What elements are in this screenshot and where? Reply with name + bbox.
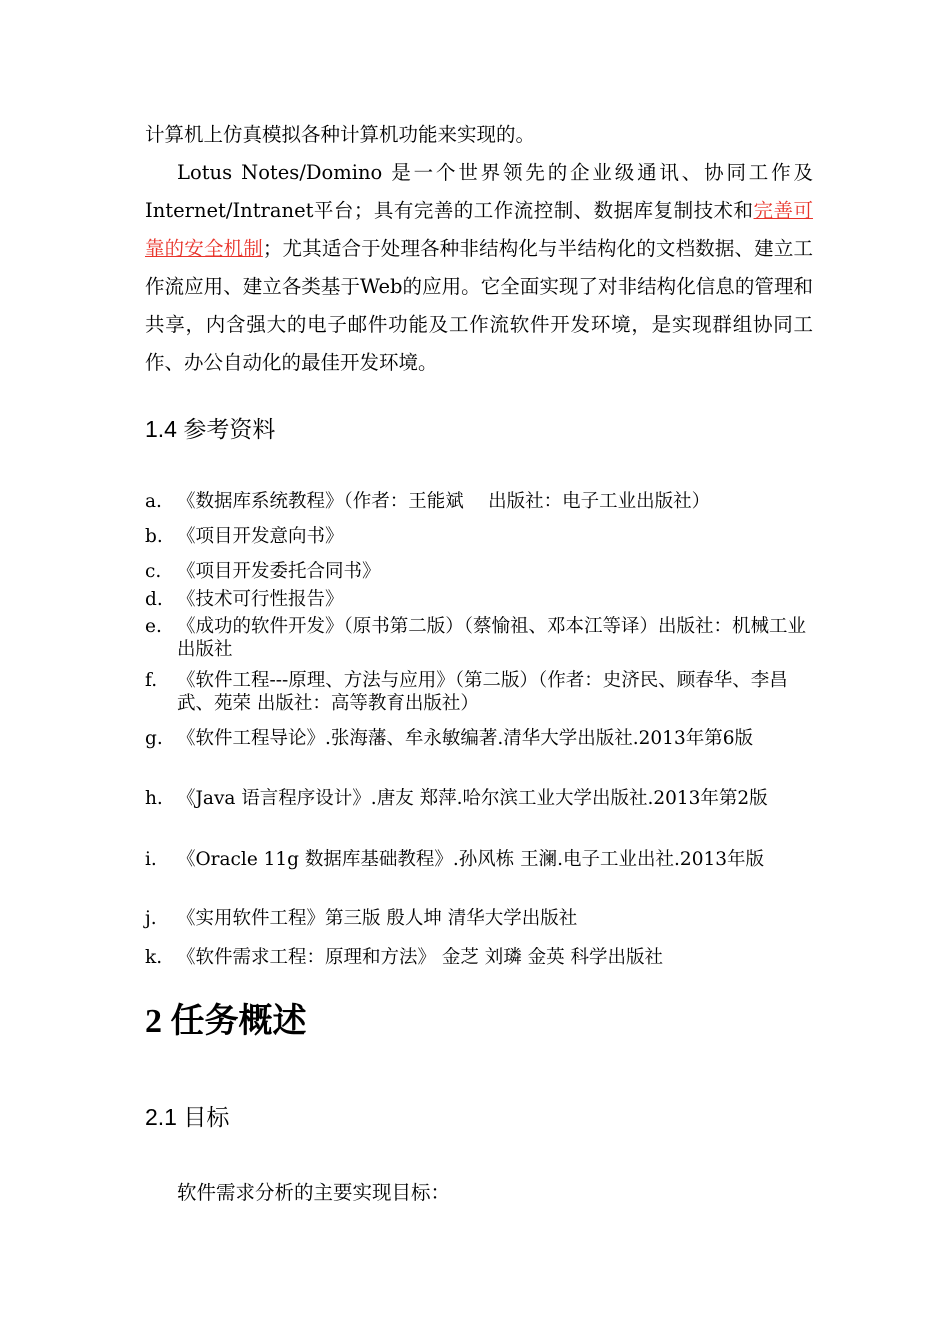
reference-item xyxy=(145,525,813,548)
reference-letter: i. xyxy=(145,849,157,870)
reference-item xyxy=(145,588,813,611)
reference-item xyxy=(145,787,813,810)
reference-text: 《数据库系统教程》（作者：王能斌 出版社：电子工业出版社） xyxy=(177,491,711,512)
references-heading: 1.4 参考资料 xyxy=(145,416,276,442)
reference-item xyxy=(145,907,813,930)
reference-letter: j. xyxy=(145,908,157,929)
reference-letter: h. xyxy=(145,788,163,809)
lotus-text-before: Lotus Notes/Domino 是一个世界领先的企业级通讯、协同工作及Internet/Intranet平台；具有完善的工作流控制、数据库复制技术和 xyxy=(145,161,813,222)
reference-letter: a. xyxy=(145,491,162,512)
reference-text: 《技术可行性报告》 xyxy=(177,589,344,610)
reference-letter: k. xyxy=(145,947,163,968)
subsection-heading: 2.1 目标 xyxy=(145,1104,230,1130)
reference-letter: g. xyxy=(145,728,163,749)
reference-item xyxy=(145,848,813,871)
reference-text: 《实用软件工程》第三版 殷人坤 清华大学出版社 xyxy=(177,908,578,929)
reference-text: 《软件工程---原理、方法与应用》（第二版）（作者：史济民、顾春华、李昌武、苑荣 出版社：高等教育出版社） xyxy=(177,670,788,714)
reference-letter: f. xyxy=(145,670,158,691)
reference-item xyxy=(145,946,813,969)
reference-letter: c. xyxy=(145,561,162,582)
reference-text: 《项目开发委托合同书》 xyxy=(177,561,381,582)
reference-item xyxy=(145,669,813,715)
reference-item xyxy=(145,490,813,513)
reference-item xyxy=(145,727,813,750)
reference-letter: e. xyxy=(145,616,162,637)
reference-text: 《软件需求工程：原理和方法》 金芝 刘璘 金英 科学出版社 xyxy=(177,947,664,968)
reference-text: 《成功的软件开发》（原书第二版）（蔡愉祖、邓本江等译）出版社：机械工业出版社 xyxy=(177,616,807,660)
reference-letter: d. xyxy=(145,589,163,610)
intro-line: 计算机上仿真模拟各种计算机功能来实现的。 xyxy=(145,123,536,146)
lotus-paragraph xyxy=(145,154,813,382)
section-heading: 2 任务概述 xyxy=(145,1003,307,1040)
goal-paragraph: 软件需求分析的主要实现目标： xyxy=(177,1181,451,1204)
reference-text: 《软件工程导论》.张海藩、牟永敏编著.清华大学出版社.2013年第6版 xyxy=(177,728,753,749)
security-link[interactable]: 完善可靠的安全机制 xyxy=(145,199,813,260)
reference-text: 《Java 语言程序设计》.唐友 郑萍.哈尔滨工业大学出版社.2013年第2版 xyxy=(177,788,768,809)
lotus-text-after: ；尤其适合于处理各种非结构化与半结构化的文档数据、建立工作流应用、建立各类基于Web的应用。它全面实现了对非结构化信息的管理和共享，内含强大的电子邮件功能及工作流软件开发环境，是实现群组协同工作、办公自动化的最佳开发环境。 xyxy=(145,237,813,374)
reference-item xyxy=(145,560,813,583)
reference-item xyxy=(145,615,813,661)
reference-letter: b. xyxy=(145,526,163,547)
reference-text: 《项目开发意向书》 xyxy=(177,526,344,547)
reference-text: 《Oracle 11g 数据库基础教程》.孙风栋 王澜.电子工业出社.2013年版 xyxy=(177,849,765,870)
